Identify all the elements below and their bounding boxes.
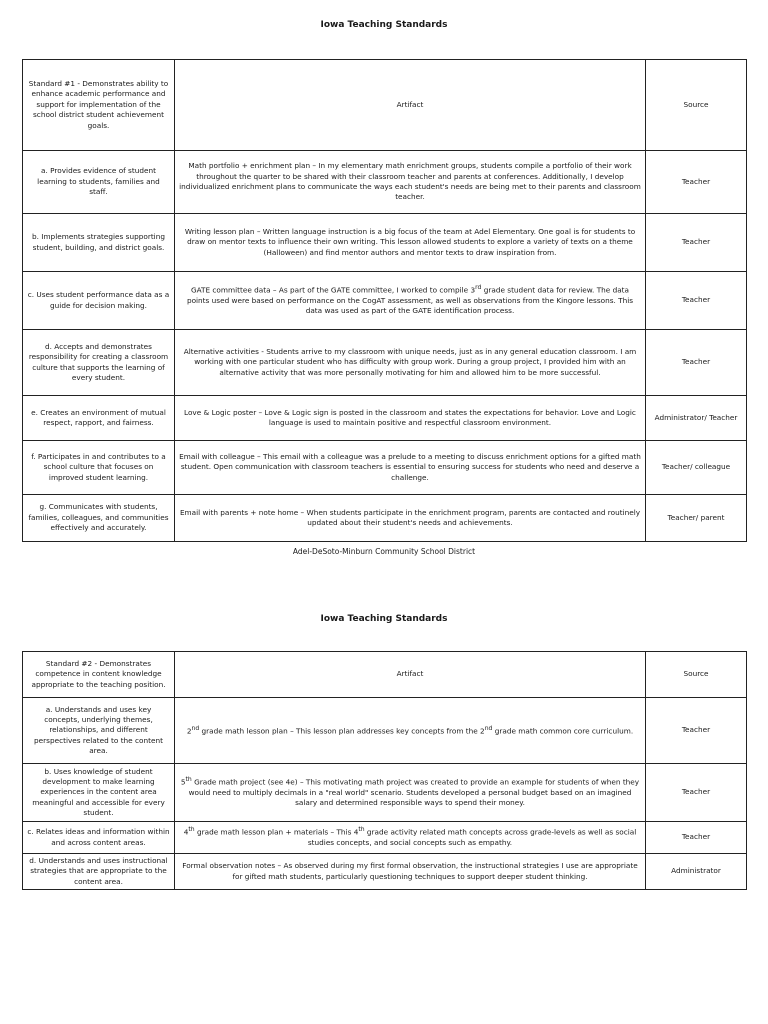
source-cell: Teacher [646,214,747,272]
table-row [23,764,747,822]
table-row [23,151,747,214]
criterion-cell: a. Understands and uses key concepts, underlying themes, relationships, and different perspectives related to the content area. [23,698,175,764]
criterion-cell: f. Participates in and contributes to a school culture that focuses on improved student learning. [23,441,175,495]
table-row [23,822,747,854]
table-row [23,214,747,272]
table-row [23,272,747,330]
criterion-cell: b. Implements strategies supporting student, building, and district goals. [23,214,175,272]
table-row [23,698,747,764]
standard-heading: Standard #1 - Demonstrates ability to enhance academic performance and support for implementation of the school district student achievement goals. [23,60,175,151]
table-row [23,854,747,890]
table-header-row [23,652,747,698]
artifact-text: grade student data for review. The data points used were based on performance on the CogAT assessment, as well as observations from the Kingore lessons. This data was used as part of the GATE identification process. [186,285,634,316]
source-cell: Teacher [646,272,747,330]
page-title: Iowa Teaching Standards [320,614,448,624]
source-cell: Teacher [646,764,747,822]
table-row [23,330,747,396]
source-cell: Administrator [646,854,747,890]
artifact-cell [175,764,646,822]
table-row [23,441,747,495]
source-cell: Teacher [646,330,747,396]
page-title: Iowa Teaching Standards [320,20,448,30]
artifact-text: grade math lesson plan – This lesson plan addresses key concepts from the 2 [199,726,485,736]
artifact-cell: Alternative activities - Students arrive to my classroom with unique needs, just as in any general education classroom. I am working with one particular student who has difficulty with group work. During a group project, I provided him with an alternative activity that was more personally motivating for him and allowed him to be more successful. [175,330,646,396]
district-footer: Adel-DeSoto-Minburn Community School District [292,547,476,556]
artifact-text: grade activity related math concepts across grade-levels as well as social studies concepts, and social concepts such as empathy. [307,827,637,848]
criterion-cell: b. Uses knowledge of student development to make learning experiences in the content area meaningful and accessible for every student. [23,764,175,822]
criterion-cell: a. Provides evidence of student learning to students, families and staff. [23,151,175,214]
ordinal-suffix: th [358,826,365,834]
artifact-heading: Artifact [175,652,646,698]
standard-heading: Standard #2 - Demonstrates competence in content knowledge appropriate to the teaching position. [23,652,175,698]
standards-table-2 [22,651,747,890]
table-row [23,495,747,542]
criterion-cell: e. Creates an environment of mutual respect, rapport, and fairness. [23,396,175,441]
artifact-text: grade math common core curriculum. [492,726,634,736]
artifact-cell [175,698,646,764]
criterion-cell: d. Understands and uses instructional strategies that are appropriate to the content area. [23,854,175,890]
artifact-text: 2 [186,726,192,736]
ordinal-suffix: nd [191,724,200,732]
source-cell: Teacher [646,151,747,214]
artifact-cell: Math portfolio + enrichment plan – In my elementary math enrichment groups, students compile a portfolio of their work throughout the quarter to be shared with their classroom teacher and parents at conferences. Additionally, I develop individualized enrichment plans to communicate the ways each student's needs are being met to their parents and classroom teacher. [175,151,646,214]
artifact-text: 4 [183,827,189,837]
ordinal-suffix: nd [484,724,493,732]
source-cell: Teacher [646,698,747,764]
artifact-cell [175,822,646,854]
source-heading: Source [646,60,747,151]
source-cell: Teacher [646,822,747,854]
artifact-cell: Love & Logic poster – Love & Logic sign is posted in the classroom and states the expectations for behavior. Love and Logic language is used to maintain positive and respectful classroom environment. [175,396,646,441]
artifact-cell: Formal observation notes – As observed during my first formal observation, the instructional strategies I use are appropriate for gifted math students, particularly questioning techniques to support deeper student thinking. [175,854,646,890]
table-row [23,396,747,441]
ordinal-suffix: th [185,776,192,784]
source-cell: Teacher/ parent [646,495,747,542]
ordinal-suffix: rd [475,284,482,292]
artifact-text: grade math lesson plan + materials – This 4 [194,827,359,837]
artifact-text: Grade math project (see 4e) – This motivating math project was created to provide an example for students of when they would need to multiply decimals in a "real world" scenario. Students developed a personal budget based on an imagined salary and determined responsible ways to spend their money. [188,777,640,808]
criterion-cell: g. Communicates with students, families, colleagues, and communities effectively and accurately. [23,495,175,542]
source-cell: Administrator/ Teacher [646,396,747,441]
artifact-cell: Email with parents + note home – When students participate in the enrichment program, parents are contacted and routinely updated about their student's needs and achievements. [175,495,646,542]
criterion-cell: d. Accepts and demonstrates responsibility for creating a classroom culture that supports the learning of every student. [23,330,175,396]
standards-table-1 [22,59,747,542]
artifact-text: GATE committee data – As part of the GATE committee, I worked to compile 3 [190,285,476,295]
artifact-heading: Artifact [175,60,646,151]
table-header-row [23,60,747,151]
artifact-cell: Email with colleague – This email with a colleague was a prelude to a meeting to discuss enrichment options for a gifted math student. Open communication with classroom teachers is essential to ensuring success for students who need and deserve a challenge. [175,441,646,495]
criterion-cell: c. Relates ideas and information within and across content areas. [23,822,175,854]
source-heading: Source [646,652,747,698]
artifact-cell [175,272,646,330]
artifact-text: 5 [180,777,186,787]
artifact-cell: Writing lesson plan – Written language instruction is a big focus of the team at Adel Elementary. One goal is for students to draw on mentor texts to influence their own writing. This lesson allowed students to explore a variety of texts on a theme (Halloween) and find mentor authors and mentor texts to draw inspiration from. [175,214,646,272]
source-cell: Teacher/ colleague [646,441,747,495]
criterion-cell: c. Uses student performance data as a guide for decision making. [23,272,175,330]
ordinal-suffix: th [188,826,195,834]
